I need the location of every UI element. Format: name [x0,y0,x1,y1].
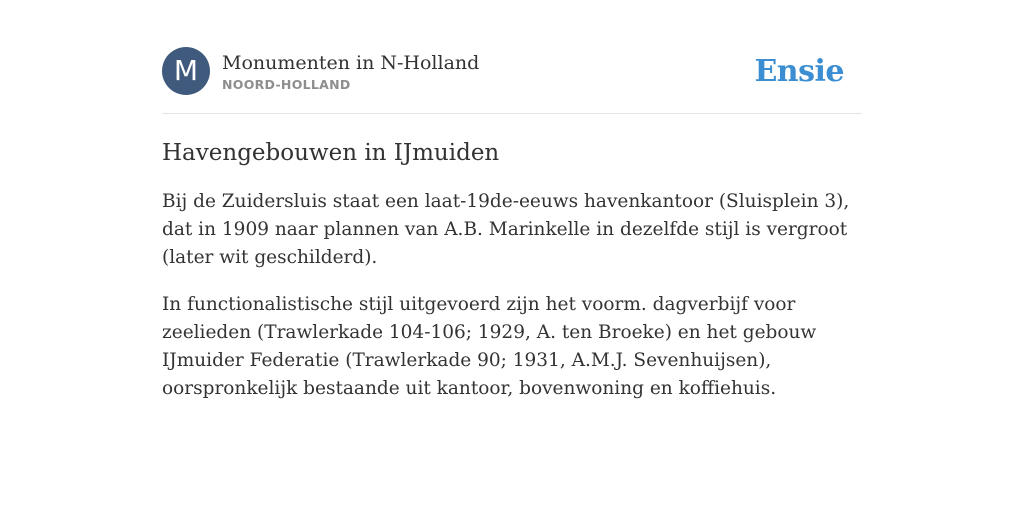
source-region: NOORD-HOLLAND [222,76,351,92]
ensie-logo[interactable]: Ensie [754,53,844,89]
article-card [162,45,862,403]
avatar[interactable]: M [162,47,210,95]
source-header [162,45,862,114]
article-title: Havengebouwen in IJmuiden [162,140,500,166]
source-info [222,51,479,92]
article-paragraph: In functionalistische stijl uitgevoerd zijn het voorm. dagverbijf voor zeelieden (Trawlerkade 104-106; 1929, A. ten Broeke) en het gebouw IJmuider Federatie (Trawlerkade 90; 1931, A.M.J. Sevenhuijsen), oorspronkelijk bestaande uit kantoor, bovenwoning en koffiehuis. [162,294,817,399]
source-name[interactable]: Monumenten in N-Holland [222,51,480,74]
article-paragraph: Bij de Zuidersluis staat een laat-19de-eeuws havenkantoor (Sluisplein 3), dat in 1909 naar plannen van A.B. Marinkelle in dezelfde stijl is vergroot (later wit geschilderd). [162,191,850,268]
